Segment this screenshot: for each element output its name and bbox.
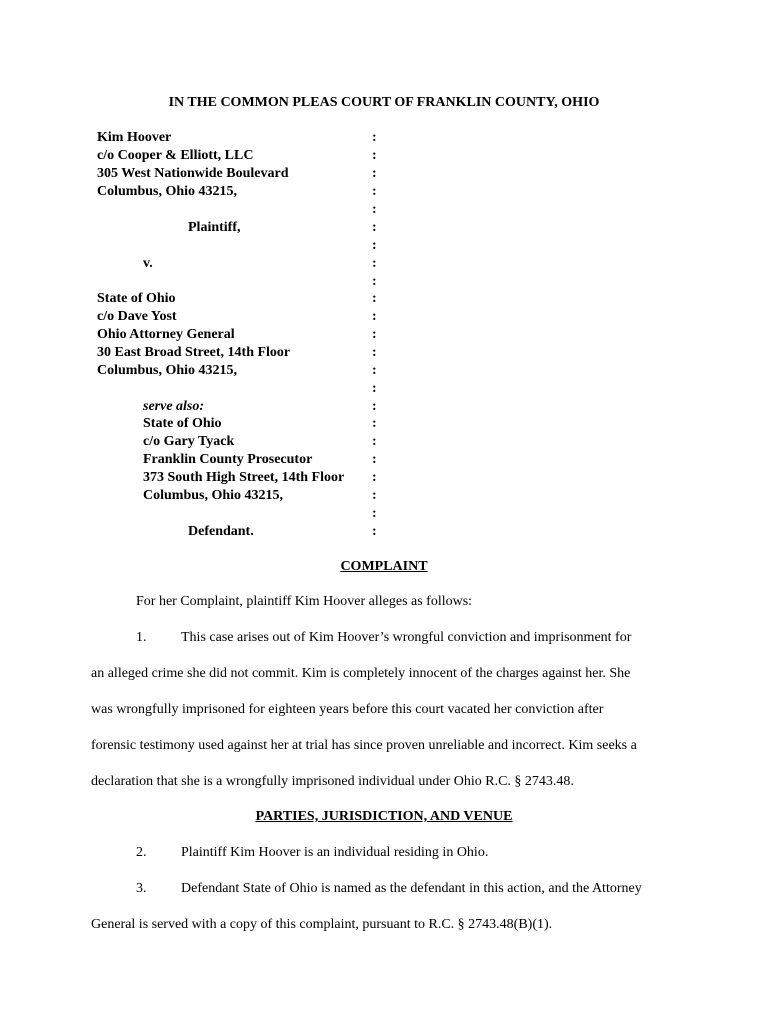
- paragraph-3-line: General is served with a copy of this complaint, pursuant to R.C. § 2743.48(B)(1).: [91, 917, 553, 932]
- serve-name: State of Ohio: [143, 416, 222, 431]
- serve-also-label: serve also:: [143, 399, 205, 414]
- paragraph-1-number: 1.: [136, 630, 147, 645]
- caption-colon: :: [372, 381, 377, 396]
- versus-label: v.: [143, 256, 153, 271]
- intro-text: For her Complaint, plaintiff Kim Hoover alleges as follows:: [136, 594, 473, 609]
- caption-colon: :: [372, 363, 377, 378]
- paragraph-2-text: Plaintiff Kim Hoover is an individual residing in Ohio.: [181, 845, 489, 860]
- caption-colon: :: [372, 524, 377, 539]
- caption-colon: :: [372, 202, 377, 217]
- defendant-office: Ohio Attorney General: [97, 327, 235, 342]
- caption-colon: :: [372, 291, 377, 306]
- paragraph-3-line: Defendant State of Ohio is named as the defendant in this action, and the Attorney: [181, 881, 642, 896]
- section-heading: PARTIES, JURISDICTION, AND VENUE: [255, 809, 513, 824]
- plaintiff-city: Columbus, Ohio 43215,: [97, 184, 238, 199]
- caption-colon: :: [372, 470, 377, 485]
- caption-colon: :: [372, 274, 377, 289]
- caption-colon: :: [372, 452, 377, 467]
- court-title: IN THE COMMON PLEAS COURT OF FRANKLIN COUNTY, OHIO: [168, 95, 600, 110]
- caption-colon: :: [372, 256, 377, 271]
- plaintiff-care-of: c/o Cooper & Elliott, LLC: [97, 148, 254, 163]
- caption-colon: :: [372, 345, 377, 360]
- caption-colon: :: [372, 184, 377, 199]
- paragraph-1-line: declaration that she is a wrongfully imprisoned individual under Ohio R.C. § 2743.48.: [91, 774, 574, 789]
- caption-colon: :: [372, 416, 377, 431]
- caption-colon: :: [372, 399, 377, 414]
- defendant-city: Columbus, Ohio 43215,: [97, 363, 238, 378]
- serve-street: 373 South High Street, 14th Floor: [143, 470, 345, 485]
- paragraph-3-number: 3.: [136, 881, 147, 896]
- caption-colon: :: [372, 220, 377, 235]
- plaintiff-name: Kim Hoover: [97, 130, 172, 145]
- plaintiff-street: 305 West Nationwide Boulevard: [97, 166, 289, 181]
- defendant-street: 30 East Broad Street, 14th Floor: [97, 345, 291, 360]
- serve-office: Franklin County Prosecutor: [143, 452, 313, 467]
- defendant-name: State of Ohio: [97, 291, 176, 306]
- paragraph-1-line: was wrongfully imprisoned for eighteen years before this court vacated her conviction after: [91, 702, 604, 717]
- paragraph-1-line: an alleged crime she did not commit. Kim is completely innocent of the charges against her. She: [91, 666, 631, 681]
- serve-care-of: c/o Gary Tyack: [143, 434, 235, 449]
- defendant-care-of: c/o Dave Yost: [97, 309, 177, 324]
- caption-colon: :: [372, 488, 377, 503]
- plaintiff-role: Plaintiff,: [188, 220, 241, 235]
- caption-colon: :: [372, 130, 377, 145]
- paragraph-2-number: 2.: [136, 845, 147, 860]
- complaint-heading: COMPLAINT: [340, 559, 428, 574]
- paragraph-1-line: forensic testimony used against her at trial has since proven unreliable and incorrect. Kim seeks a: [91, 738, 637, 753]
- caption-colon: :: [372, 434, 377, 449]
- caption-colon: :: [372, 166, 377, 181]
- paragraph-1-line: This case arises out of Kim Hoover’s wrongful conviction and imprisonment for: [181, 630, 632, 645]
- defendant-role: Defendant.: [188, 524, 254, 539]
- caption-colon: :: [372, 327, 377, 342]
- caption-colon: :: [372, 148, 377, 163]
- caption-colon: :: [372, 309, 377, 324]
- caption-colon: :: [372, 506, 377, 521]
- caption-colon: :: [372, 238, 377, 253]
- serve-city: Columbus, Ohio 43215,: [143, 488, 284, 503]
